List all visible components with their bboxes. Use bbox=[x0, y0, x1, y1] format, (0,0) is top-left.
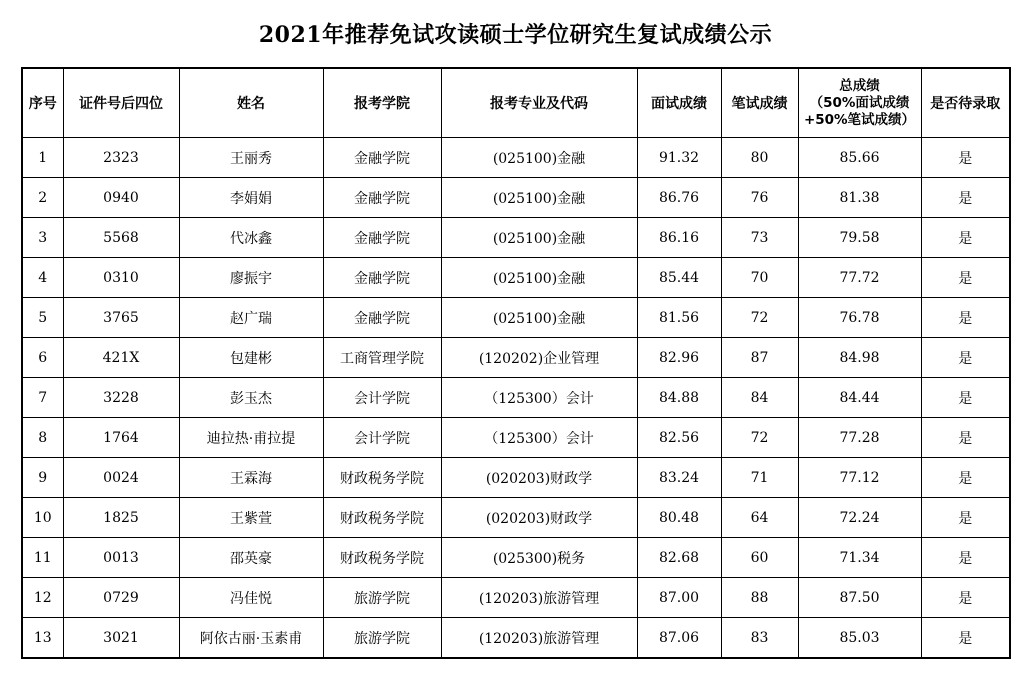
cell-no: 3 bbox=[22, 218, 63, 258]
cell-major: (120203)旅游管理 bbox=[441, 618, 637, 659]
cell-admit: 是 bbox=[921, 578, 1010, 618]
cell-interview: 86.76 bbox=[637, 178, 721, 218]
cell-id: 3765 bbox=[63, 298, 179, 338]
cell-written: 84 bbox=[721, 378, 798, 418]
cell-college: 财政税务学院 bbox=[323, 538, 441, 578]
col-header-interview: 面试成绩 bbox=[637, 68, 721, 138]
cell-id: 1825 bbox=[63, 498, 179, 538]
cell-admit: 是 bbox=[921, 138, 1010, 178]
cell-no: 8 bbox=[22, 418, 63, 458]
cell-college: 金融学院 bbox=[323, 138, 441, 178]
cell-total: 84.98 bbox=[798, 338, 921, 378]
cell-admit: 是 bbox=[921, 618, 1010, 659]
cell-written: 72 bbox=[721, 418, 798, 458]
cell-no: 2 bbox=[22, 178, 63, 218]
cell-id: 2323 bbox=[63, 138, 179, 178]
table-row bbox=[22, 178, 1010, 218]
table-row bbox=[22, 338, 1010, 378]
cell-college: 财政税务学院 bbox=[323, 498, 441, 538]
cell-id: 1764 bbox=[63, 418, 179, 458]
col-header-major: 报考专业及代码 bbox=[441, 68, 637, 138]
col-header-id: 证件号后四位 bbox=[63, 68, 179, 138]
cell-no: 6 bbox=[22, 338, 63, 378]
cell-name: 邵英豪 bbox=[179, 538, 323, 578]
table-row bbox=[22, 378, 1010, 418]
cell-total: 71.34 bbox=[798, 538, 921, 578]
cell-no: 5 bbox=[22, 298, 63, 338]
cell-college: 财政税务学院 bbox=[323, 458, 441, 498]
cell-written: 87 bbox=[721, 338, 798, 378]
cell-name: 代冰鑫 bbox=[179, 218, 323, 258]
cell-total: 81.38 bbox=[798, 178, 921, 218]
cell-total: 85.03 bbox=[798, 618, 921, 659]
cell-college: 金融学院 bbox=[323, 178, 441, 218]
cell-written: 73 bbox=[721, 218, 798, 258]
cell-interview: 82.96 bbox=[637, 338, 721, 378]
table-row bbox=[22, 218, 1010, 258]
cell-written: 71 bbox=[721, 458, 798, 498]
cell-admit: 是 bbox=[921, 458, 1010, 498]
cell-id: 5568 bbox=[63, 218, 179, 258]
cell-admit: 是 bbox=[921, 378, 1010, 418]
cell-interview: 85.44 bbox=[637, 258, 721, 298]
cell-interview: 82.56 bbox=[637, 418, 721, 458]
table-row bbox=[22, 458, 1010, 498]
cell-id: 0013 bbox=[63, 538, 179, 578]
cell-major: （125300）会计 bbox=[441, 378, 637, 418]
cell-name: 包建彬 bbox=[179, 338, 323, 378]
cell-no: 9 bbox=[22, 458, 63, 498]
cell-total: 76.78 bbox=[798, 298, 921, 338]
cell-id: 0024 bbox=[63, 458, 179, 498]
cell-total: 79.58 bbox=[798, 218, 921, 258]
col-header-total bbox=[798, 68, 921, 138]
cell-id: 0940 bbox=[63, 178, 179, 218]
table-row bbox=[22, 578, 1010, 618]
cell-total: 84.44 bbox=[798, 378, 921, 418]
cell-no: 1 bbox=[22, 138, 63, 178]
cell-name: 廖振宇 bbox=[179, 258, 323, 298]
table-row bbox=[22, 538, 1010, 578]
cell-name: 王丽秀 bbox=[179, 138, 323, 178]
cell-written: 72 bbox=[721, 298, 798, 338]
cell-interview: 91.32 bbox=[637, 138, 721, 178]
cell-admit: 是 bbox=[921, 418, 1010, 458]
cell-major: (025100)金融 bbox=[441, 138, 637, 178]
cell-major: (025100)金融 bbox=[441, 178, 637, 218]
cell-college: 工商管理学院 bbox=[323, 338, 441, 378]
cell-no: 4 bbox=[22, 258, 63, 298]
cell-admit: 是 bbox=[921, 338, 1010, 378]
col-header-name: 姓名 bbox=[179, 68, 323, 138]
cell-no: 7 bbox=[22, 378, 63, 418]
cell-admit: 是 bbox=[921, 178, 1010, 218]
cell-admit: 是 bbox=[921, 258, 1010, 298]
cell-id: 3021 bbox=[63, 618, 179, 659]
cell-major: (025100)金融 bbox=[441, 218, 637, 258]
cell-college: 会计学院 bbox=[323, 378, 441, 418]
cell-admit: 是 bbox=[921, 218, 1010, 258]
col-header-college: 报考学院 bbox=[323, 68, 441, 138]
results-table bbox=[21, 67, 1011, 659]
cell-name: 王霖海 bbox=[179, 458, 323, 498]
cell-admit: 是 bbox=[921, 498, 1010, 538]
cell-interview: 87.00 bbox=[637, 578, 721, 618]
cell-total: 77.28 bbox=[798, 418, 921, 458]
cell-interview: 80.48 bbox=[637, 498, 721, 538]
cell-id: 3228 bbox=[63, 378, 179, 418]
cell-college: 旅游学院 bbox=[323, 618, 441, 659]
cell-name: 王紫萱 bbox=[179, 498, 323, 538]
cell-major: (120202)企业管理 bbox=[441, 338, 637, 378]
cell-interview: 81.56 bbox=[637, 298, 721, 338]
cell-major: (025100)金融 bbox=[441, 258, 637, 298]
cell-major: （125300）会计 bbox=[441, 418, 637, 458]
col-header-admit: 是否待录取 bbox=[921, 68, 1010, 138]
cell-total: 87.50 bbox=[798, 578, 921, 618]
cell-college: 金融学院 bbox=[323, 218, 441, 258]
cell-written: 76 bbox=[721, 178, 798, 218]
cell-college: 金融学院 bbox=[323, 298, 441, 338]
cell-major: (025100)金融 bbox=[441, 298, 637, 338]
cell-name: 阿依古丽·玉素甫 bbox=[179, 618, 323, 659]
cell-interview: 84.88 bbox=[637, 378, 721, 418]
cell-admit: 是 bbox=[921, 538, 1010, 578]
cell-total: 77.72 bbox=[798, 258, 921, 298]
cell-total: 72.24 bbox=[798, 498, 921, 538]
table-row bbox=[22, 298, 1010, 338]
cell-name: 迪拉热·甫拉提 bbox=[179, 418, 323, 458]
cell-interview: 87.06 bbox=[637, 618, 721, 659]
cell-admit: 是 bbox=[921, 298, 1010, 338]
cell-written: 64 bbox=[721, 498, 798, 538]
col-header-total-title: 总成绩 bbox=[839, 77, 880, 94]
col-header-no: 序号 bbox=[22, 68, 63, 138]
cell-no: 13 bbox=[22, 618, 63, 659]
cell-major: (120203)旅游管理 bbox=[441, 578, 637, 618]
cell-name: 冯佳悦 bbox=[179, 578, 323, 618]
cell-written: 88 bbox=[721, 578, 798, 618]
cell-name: 彭玉杰 bbox=[179, 378, 323, 418]
cell-name: 赵广瑞 bbox=[179, 298, 323, 338]
col-header-written: 笔试成绩 bbox=[721, 68, 798, 138]
cell-written: 70 bbox=[721, 258, 798, 298]
cell-no: 10 bbox=[22, 498, 63, 538]
cell-no: 11 bbox=[22, 538, 63, 578]
cell-college: 会计学院 bbox=[323, 418, 441, 458]
table-row bbox=[22, 618, 1010, 659]
cell-interview: 83.24 bbox=[637, 458, 721, 498]
page-title: 2021年推荐免试攻读硕士学位研究生复试成绩公示 bbox=[258, 22, 773, 48]
cell-name: 李娟娟 bbox=[179, 178, 323, 218]
table-row bbox=[22, 258, 1010, 298]
cell-written: 60 bbox=[721, 538, 798, 578]
cell-major: (020203)财政学 bbox=[441, 458, 637, 498]
cell-total: 77.12 bbox=[798, 458, 921, 498]
cell-id: 0729 bbox=[63, 578, 179, 618]
table-row bbox=[22, 498, 1010, 538]
table-row bbox=[22, 418, 1010, 458]
header-row bbox=[22, 68, 1010, 138]
cell-id: 0310 bbox=[63, 258, 179, 298]
table-row bbox=[22, 138, 1010, 178]
col-header-total-formula: （50%面试成绩+50%笔试成绩） bbox=[803, 94, 916, 128]
cell-written: 83 bbox=[721, 618, 798, 659]
cell-college: 旅游学院 bbox=[323, 578, 441, 618]
cell-college: 金融学院 bbox=[323, 258, 441, 298]
cell-interview: 82.68 bbox=[637, 538, 721, 578]
cell-no: 12 bbox=[22, 578, 63, 618]
cell-major: (025300)税务 bbox=[441, 538, 637, 578]
cell-major: (020203)财政学 bbox=[441, 498, 637, 538]
cell-id: 421X bbox=[63, 338, 179, 378]
cell-written: 80 bbox=[721, 138, 798, 178]
cell-interview: 86.16 bbox=[637, 218, 721, 258]
cell-total: 85.66 bbox=[798, 138, 921, 178]
